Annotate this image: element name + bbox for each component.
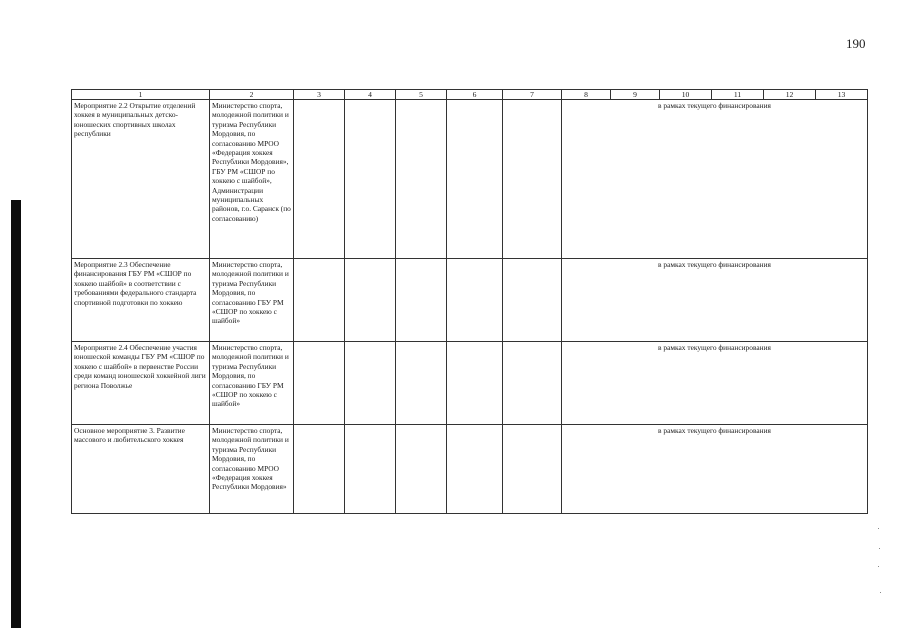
scan-speck [878, 566, 879, 567]
empty-cell [503, 342, 562, 425]
empty-cell [294, 259, 345, 342]
executor-cell: Министерство спорта, молодежной политики и туризма Республики Мордовия, по согласованию МРОО «Федерация хоккея Республики Мордовия» [210, 425, 294, 514]
column-header: 12 [764, 90, 816, 100]
column-header: 3 [294, 90, 345, 100]
table-row [72, 100, 868, 259]
column-header: 10 [660, 90, 712, 100]
empty-cell [345, 259, 396, 342]
measure-cell: Основное мероприятие 3. Развитие массового и любительского хоккея [72, 425, 210, 514]
column-header: 6 [447, 90, 503, 100]
scan-speck [879, 548, 880, 549]
column-header: 1 [72, 90, 210, 100]
scan-speck [880, 592, 881, 593]
empty-cell [503, 425, 562, 514]
empty-cell [396, 342, 447, 425]
empty-cell [396, 259, 447, 342]
executor-cell: Министерство спорта, молодежной политики и туризма Республики Мордовия, по согласованию МРОО «Федерация хоккея Республики Мордовия», ГБУ РМ «СШОР по хоккею с шайбой», Администрации муниципальных районов, г.о. Саранск (по согласованию) [210, 100, 294, 259]
empty-cell [294, 425, 345, 514]
column-header: 9 [611, 90, 660, 100]
column-header: 13 [816, 90, 868, 100]
empty-cell [345, 342, 396, 425]
empty-cell [396, 425, 447, 514]
measure-cell: Мероприятие 2.3 Обеспечение финансирования ГБУ РМ «СШОР по хоккею шайбой» в соответствии с требованиями федерального стандарта спортивной подготовки по хоккею [72, 259, 210, 342]
funding-note-cell: в рамках текущего финансирования [562, 259, 868, 342]
empty-cell [294, 100, 345, 259]
empty-cell [396, 100, 447, 259]
executor-cell: Министерство спорта, молодежной политики и туризма Республики Мордовия, по согласованию ГБУ РМ «СШОР по хоккею с шайбой» [210, 342, 294, 425]
column-header: 8 [562, 90, 611, 100]
funding-note-cell: в рамках текущего финансирования [562, 425, 868, 514]
table-row [72, 342, 868, 425]
measure-cell: Мероприятие 2.4 Обеспечение участия юношеской команды ГБУ РМ «СШОР по хоккею с шайбой» в первенстве России среди команд юношеской хоккейной лиги региона Поволжье [72, 342, 210, 425]
empty-cell [447, 425, 503, 514]
column-header: 5 [396, 90, 447, 100]
empty-cell [345, 425, 396, 514]
page-number: 190 [846, 36, 866, 51]
column-header: 7 [503, 90, 562, 100]
column-header: 11 [712, 90, 764, 100]
scan-speck [878, 528, 879, 529]
column-number-row [72, 90, 868, 100]
table-row [72, 425, 868, 514]
scan-shadow-edge [11, 200, 21, 628]
column-header: 4 [345, 90, 396, 100]
empty-cell [294, 342, 345, 425]
empty-cell [447, 100, 503, 259]
funding-note-cell: в рамках текущего финансирования [562, 100, 868, 259]
program-measures-table [71, 89, 868, 514]
empty-cell [503, 100, 562, 259]
empty-cell [447, 342, 503, 425]
funding-note-cell: в рамках текущего финансирования [562, 342, 868, 425]
table-row [72, 259, 868, 342]
empty-cell [503, 259, 562, 342]
empty-cell [447, 259, 503, 342]
empty-cell [345, 100, 396, 259]
executor-cell: Министерство спорта, молодежной политики и туризма Республики Мордовия, по согласованию ГБУ РМ «СШОР по хоккею с шайбой» [210, 259, 294, 342]
measure-cell: Мероприятие 2.2 Открытие отделений хоккея в муниципальных детско-юношеских спортивных школах республики [72, 100, 210, 259]
column-header: 2 [210, 90, 294, 100]
